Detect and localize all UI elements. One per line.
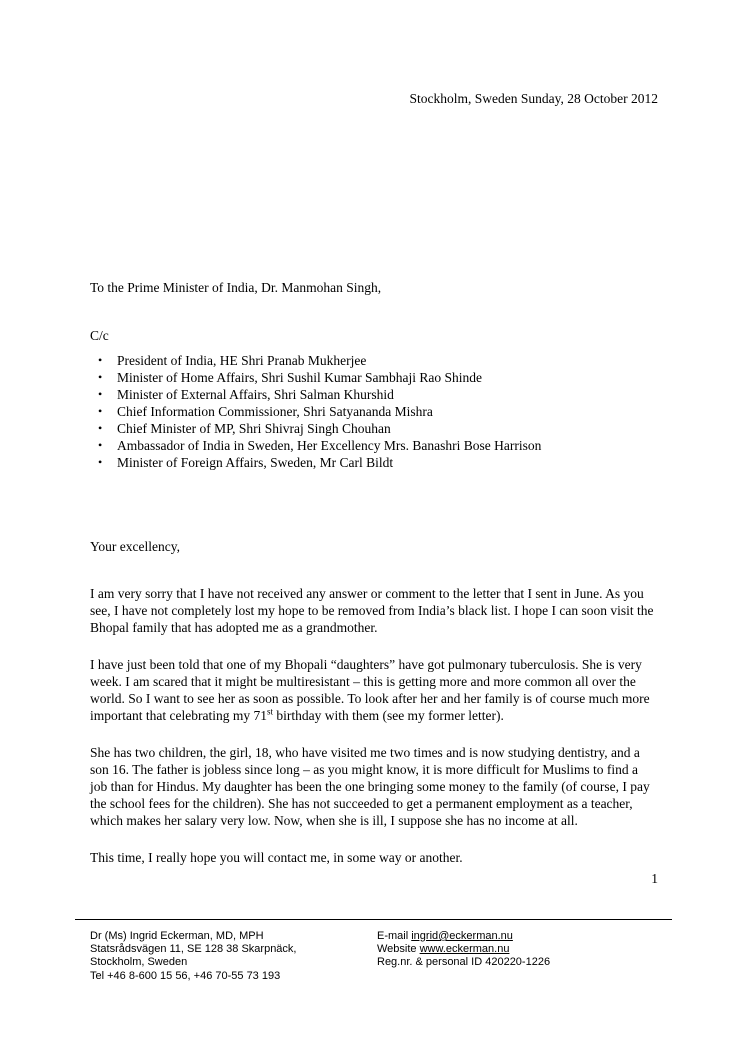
footer-reg-line: Reg.nr. & personal ID 420220-1226 — [377, 956, 551, 969]
footer-contact-block — [90, 930, 377, 983]
footer-links-block — [377, 930, 746, 983]
website-link[interactable]: www.eckerman.nu — [419, 943, 510, 956]
footer-divider — [75, 919, 672, 920]
paragraph-3: She has two children, the girl, 18, who have visited me two times and is now studying dentistry, and a son 16. The father is jobless since long – as you might know, it is more difficult for Muslims to find a job than for Hindus. My daughter has been the one bringing some money to the family (of course, I pay the school fees for the children). She has not succeeded to get a permanent employment as a teacher, which makes her salary very low. Now, when she is ill, I suppose she has no income at all. — [90, 745, 650, 828]
paragraph-2 — [90, 656, 658, 724]
email-link[interactable]: ingrid@eckerman.nu — [411, 930, 513, 942]
cc-item: • Minister of Home Affairs, Shri Sushil Kumar Sambhaji Rao Shinde — [117, 369, 658, 386]
dateline: Stockholm, Sweden Sunday, 28 October 2012 — [409, 91, 658, 106]
letter-footer — [0, 919, 746, 983]
cc-item: • Chief Information Commissioner, Shri Satyananda Mishra — [117, 403, 658, 420]
salutation: Your excellency, — [90, 539, 180, 554]
cc-item: • President of India, HE Shri Pranab Mukherjee — [117, 352, 658, 369]
footer-city-line: Stockholm, Sweden — [90, 956, 188, 969]
paragraph-2-text: birthday with them (see my former letter). — [272, 708, 504, 723]
cc-item: • Minister of External Affairs, Shri Salman Khurshid — [117, 386, 658, 403]
footer-address-line: Statsrådsvägen 11, SE 128 38 Skarpnäck, — [90, 943, 297, 956]
footer-website-line — [377, 943, 746, 956]
footer-author-line: Dr (Ms) Ingrid Eckerman, MD, MPH — [90, 930, 264, 942]
cc-item: • Minister of Foreign Affairs, Sweden, Mr Carl Bildt — [117, 454, 658, 471]
page-number: 1 — [651, 871, 658, 886]
paragraph-4: This time, I really hope you will contact me, in some way or another. — [90, 850, 463, 865]
cc-list — [90, 352, 658, 471]
ordinal-suffix: st — [266, 706, 273, 717]
footer-phone-line: Tel +46 8-600 15 56, +46 70-55 73 193 — [90, 969, 281, 982]
email-label: E-mail — [377, 930, 412, 942]
recipient-line: To the Prime Minister of India, Dr. Manmohan Singh, — [90, 280, 382, 295]
paragraph-2-text: I have just been told that one of my Bhopali “daughters” have got pulmonary tuberculosis. She is very week. I am scared that it might be multiresistant – this is getting more and more common all over the world. So I want to see her as soon as possible. To look after her and her family is of course much more important that celebrating my 71 — [90, 657, 650, 723]
footer-email-line — [377, 930, 746, 943]
cc-label: C/c — [90, 328, 109, 343]
cc-item: • Chief Minister of MP, Shri Shivraj Singh Chouhan — [117, 420, 658, 437]
paragraph-1: I am very sorry that I have not received any answer or comment to the letter that I sent in June. As you see, I have not completely lost my hope to be removed from India’s black list. I hope I can soon visit the Bhopal family that has adopted me as a grandmother. — [90, 586, 654, 635]
website-label: Website — [377, 943, 420, 956]
cc-item: • Ambassador of India in Sweden, Her Excellency Mrs. Banashri Bose Harrison — [117, 437, 658, 454]
